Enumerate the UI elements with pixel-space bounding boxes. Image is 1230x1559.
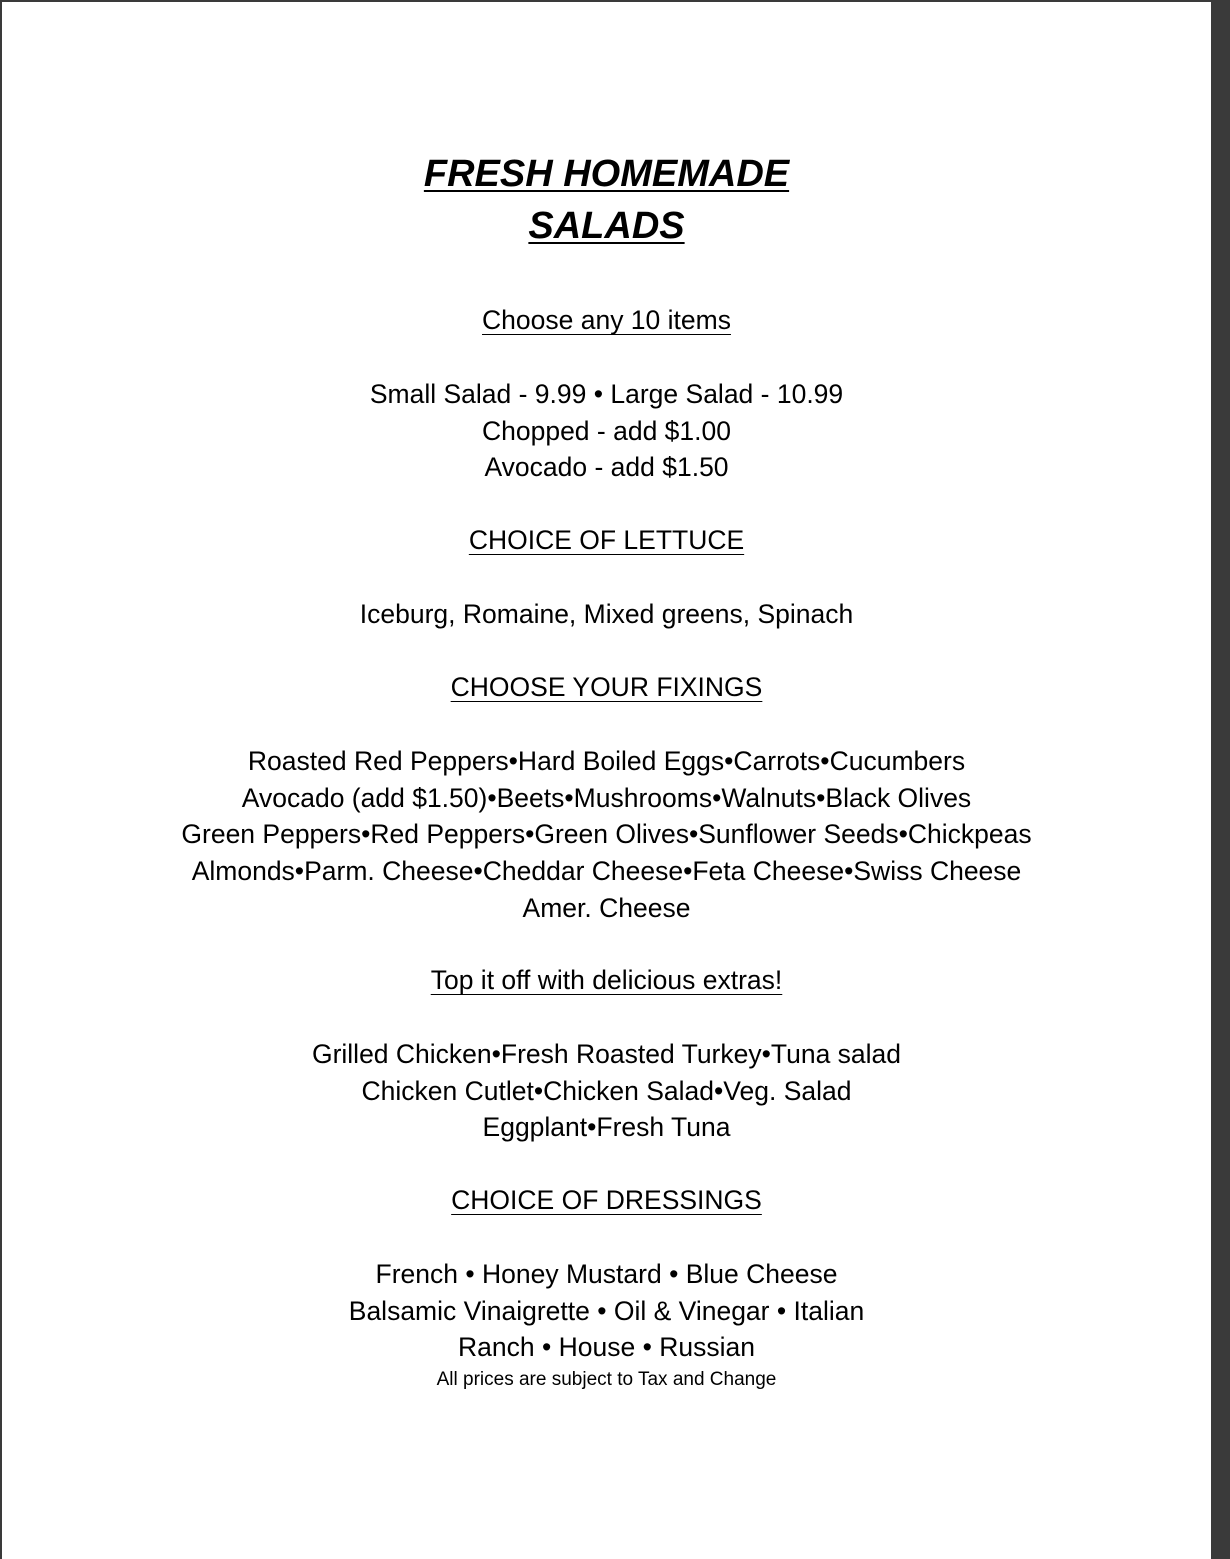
extras-heading: Top it off with delicious extras!	[430, 965, 783, 995]
fixings-heading: CHOOSE YOUR FIXINGS	[450, 672, 763, 702]
fixings-line: Roasted Red Peppers•Hard Boiled Eggs•Carrots•Cucumbers	[247, 746, 966, 776]
price-line: Avocado - add $1.50	[484, 452, 729, 483]
fixings-line: Amer. Cheese	[522, 892, 691, 923]
lettuce-heading: CHOICE OF LETTUCE	[468, 525, 745, 555]
fixings-line: Green Peppers•Red Peppers•Green Olives•Sunflower Seeds•Chickpeas	[181, 819, 1032, 850]
lettuce-list	[2, 596, 1211, 633]
dressings-line: Ranch • House • Russian	[458, 1332, 755, 1363]
fixings-list	[2, 743, 1211, 927]
menu-page	[2, 2, 1211, 1559]
extras-list	[2, 1036, 1211, 1146]
choose-items-heading: Choose any 10 items	[482, 305, 731, 335]
extras-line: Eggplant•Fresh Tuna	[482, 1112, 731, 1143]
dressings-heading: CHOICE OF DRESSINGS	[451, 1185, 762, 1215]
price-list	[2, 376, 1211, 486]
price-line: Chopped - add $1.00	[481, 415, 731, 446]
price-line: Small Salad - 9.99 • Large Salad - 10.99	[369, 379, 844, 409]
fixings-line: Almonds•Parm. Cheese•Cheddar Cheese•Feta Cheese•Swiss Cheese	[191, 856, 1022, 887]
dressings-list	[2, 1256, 1211, 1366]
menu-title-line-1: FRESH HOMEMADE	[423, 153, 790, 195]
menu-title	[2, 148, 1211, 252]
menu-title-line-2: SALADS	[528, 205, 685, 247]
extras-line: Grilled Chicken•Fresh Roasted Turkey•Tuna salad	[311, 1039, 902, 1069]
dressings-line: Balsamic Vinaigrette • Oil & Vinegar • Italian	[348, 1295, 865, 1326]
price-disclaimer: All prices are subject to Tax and Change	[436, 1369, 777, 1390]
dressings-line: French • Honey Mustard • Blue Cheese	[375, 1259, 838, 1289]
lettuce-line: Iceburg, Romaine, Mixed greens, Spinach	[359, 599, 854, 629]
extras-line: Chicken Cutlet•Chicken Salad•Veg. Salad	[361, 1075, 852, 1106]
fixings-line: Avocado (add $1.50)•Beets•Mushrooms•Walnuts•Black Olives	[241, 782, 972, 813]
